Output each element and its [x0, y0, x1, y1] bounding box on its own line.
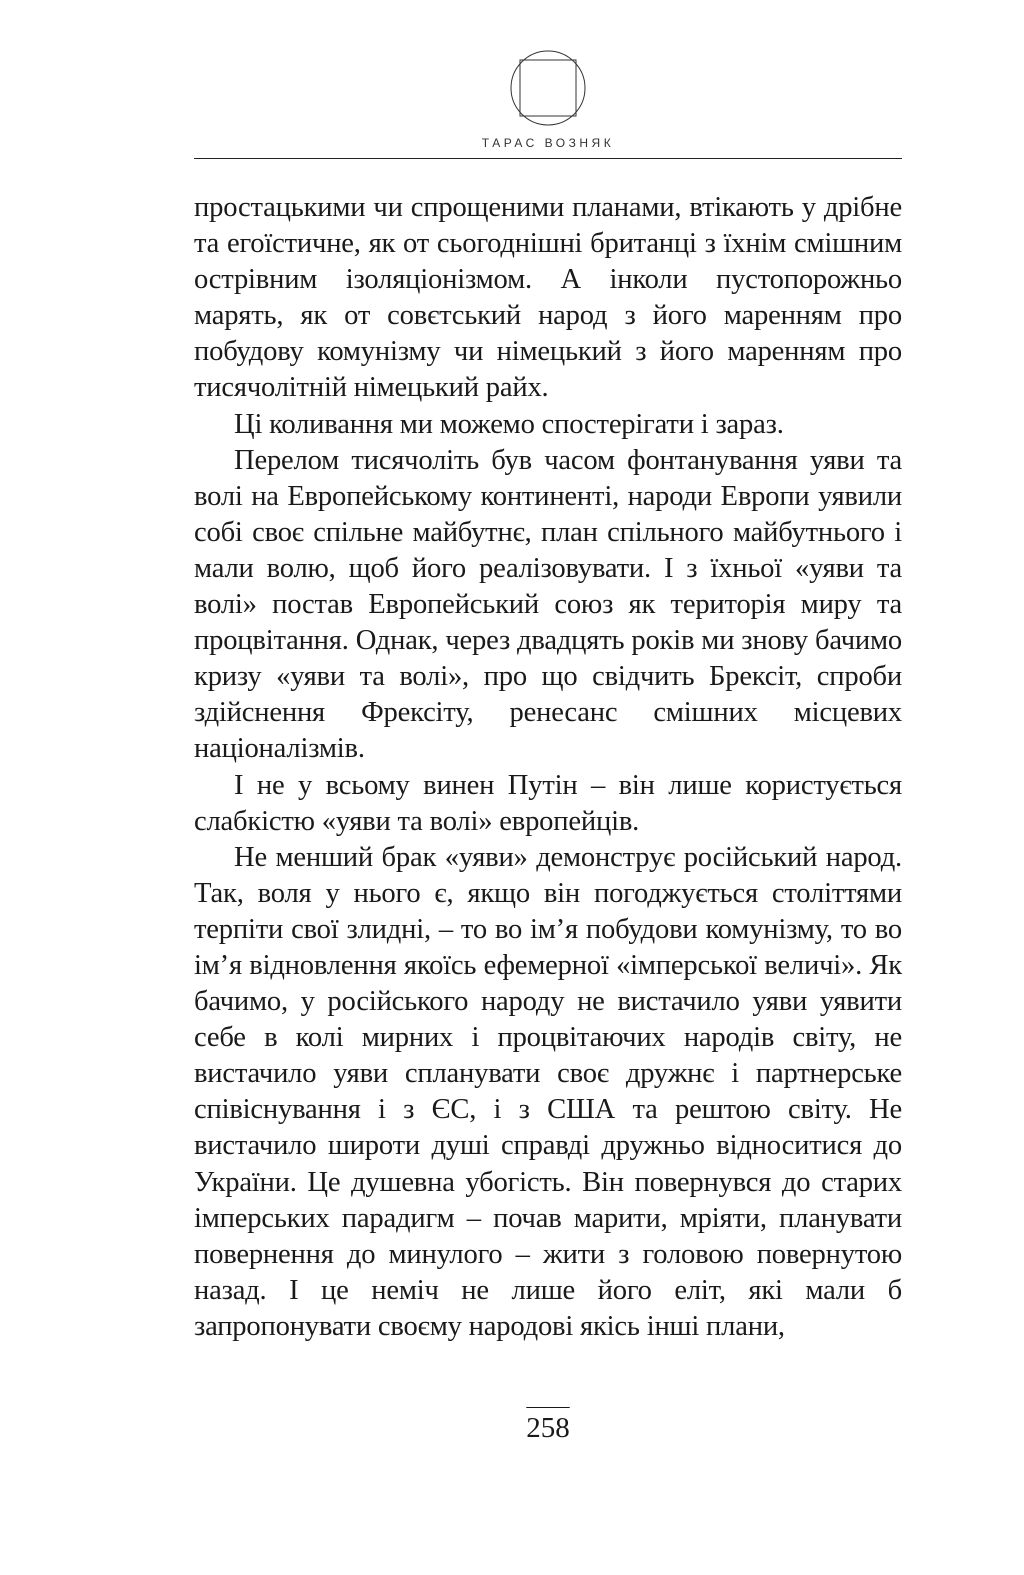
paragraph-2: Ці коливання ми можемо спостерігати і зараз.	[234, 408, 784, 440]
running-head: ТАРАС ВОЗНЯК	[481, 136, 615, 150]
page-number	[194, 1410, 902, 1446]
paragraph-5: Не менший брак «уяви» демонструє російський народ. Так, воля у нього є, якщо він погоджується століттями терпіти свої злидні, – то во ім’я побудови комунізму, то во ім’я відновлення якоїсь ефемерної «імперської величі». Як бачимо, у російського народу не вистачило уяви уявити себе в колі мирних і процвітаючих народів світу, не вистачило уяви спланувати своє дружнє і партнерське співіснування і з ЄС, і з США та рештою світу. Не вистачило широти душі справді дружньо відноситися до України. Це душевна убогість. Він повернувся до старих імперських парадигм – почав марити, мріяти, планувати повернення до минулого – жити з головою повернутою назад. І це неміч не лише його еліт, які мали б запропонувати своєму народові якісь інші плани,	[194, 841, 902, 1342]
body-text	[194, 190, 902, 1345]
header-divider	[194, 158, 902, 159]
paragraph-1: простацькими чи спрощеними планами, втікають у дрібне та егоїстичне, як от сьогоднішні британці з їхнім смішним острівним ізоляціонізмом. А інколи пустопорожньо марять, як от совєтський народ з його маренням про побудову комунізму чи німецький з його маренням про тисячолітній німецький райх.	[194, 192, 902, 404]
paragraph-3: Перелом тисячоліть був часом фонтанування уяви та волі на Европейському континенті, народи Европи уявили собі своє спільне майбутнє, план спільного майбутнього і мали волю, щоб його реалізовувати. І з їхньої «уяви та волі» постав Европейський союз як територія миру та процвітання. Однак, через двадцять років ми знову бачимо кризу «уяви та волі», про що свідчить Брексіт, спроби здійснення Фрексіту, ренесанс смішних місцевих націоналізмів.	[194, 444, 902, 765]
paragraph-4: І не у всьому винен Путін – він лише користується слабкістю «уяви та волі» европейців.	[194, 769, 902, 837]
circle-square-emblem-icon	[510, 49, 586, 127]
page-number-text: 258	[526, 1412, 570, 1444]
